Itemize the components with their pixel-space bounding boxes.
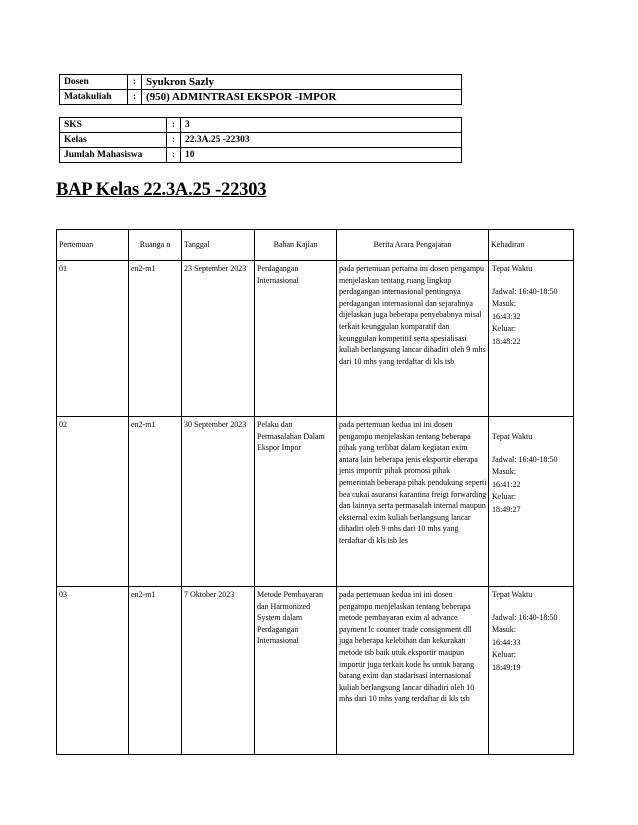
cell-tanggal: 30 September 2023 — [182, 417, 255, 587]
cell-bahan-kajian: Metode Pembayaran dan Harmonized System dalam Perdagangan Internasional — [255, 587, 337, 755]
colon: : — [167, 118, 181, 133]
status-text: Tepat Waktu — [492, 590, 533, 599]
kelas-row — [60, 133, 462, 148]
table-row — [57, 587, 574, 755]
keluar-time: 18:49:19 — [492, 662, 521, 672]
jadwal-text: Jadwal: 16:40-18:50 — [492, 612, 558, 622]
masuk-time: 16:44:33 — [492, 637, 521, 647]
cell-pertemuan: 03 — [57, 587, 129, 755]
kelas-value: 22.3A.25 -22303 — [181, 133, 462, 148]
sks-row — [60, 118, 462, 133]
bap-table — [56, 229, 574, 755]
cell-kehadiran — [489, 261, 574, 417]
table-header-row — [57, 230, 574, 261]
sks-value: 3 — [181, 118, 462, 133]
header-bahan-kajian: Bahan Kajian — [255, 230, 337, 261]
keluar-label: Keluar: — [492, 324, 516, 333]
colon: : — [128, 75, 142, 90]
cell-ruangan: en2-m1 — [129, 587, 182, 755]
page-title: BAP Kelas 22.3A.25 -22303 — [56, 180, 267, 200]
dosen-label: Dosen — [60, 75, 128, 90]
cell-berita-acara: pada pertemuan kedua ini ini dosen pengampu menjelaskan tentang beberapa pihak yang terlibat dalam kegiatan exim antara lain beberapa jenis eksportir eberapa jenis importir pihak promosi pihak pemerintah beberapa pihak pendukung seperti bea cukai asuransi karantina freigt forwarding dan lainnya serta permasalah internal maupun eksternal exim kuliah berlangsung lancar dihadiri oleh 9 mhs dari 10 mhs yang terdaftar di kls tsb les — [337, 417, 489, 587]
table-row — [57, 261, 574, 417]
dosen-value: Syukron Sazly — [142, 75, 462, 90]
colon: : — [167, 148, 181, 163]
colon: : — [128, 90, 142, 105]
masuk-time: 16:41:22 — [492, 479, 521, 489]
header-berita-acara: Berita Acara Pengajaran — [337, 230, 489, 261]
keluar-label: Keluar: — [492, 650, 516, 659]
cell-pertemuan: 02 — [57, 417, 129, 587]
dosen-row — [60, 75, 462, 90]
cell-tanggal: 23 September 2023 — [182, 261, 255, 417]
cell-pertemuan: 01 — [57, 261, 129, 417]
keluar-time: 18:48:22 — [492, 336, 521, 346]
jumlah-row — [60, 148, 462, 163]
cell-tanggal: 7 Oktober 2023 — [182, 587, 255, 755]
keluar-label: Keluar: — [492, 492, 516, 501]
masuk-label: Masuk: — [492, 625, 516, 634]
cell-ruangan: en2-m1 — [129, 261, 182, 417]
cell-berita-acara: pada pertemuan kedua ini ini dosen pengampu menjelaskan tentang beberapa metode pembayaran exim al advance payment lc counter trade consignment dll juga beberapa kelebihan dan kekurakan metode tsb baik utuk eksportir maupun importir juga terkait kode hs untuk barang barang exim dan stadarisasi internasional kuliah berlangsung lancar dihadiri oleh 10 mhs dari 10 mhs yang terdaftar di kls tsb — [337, 587, 489, 755]
keluar-time: 18:49:27 — [492, 504, 521, 514]
header-ruangan: Ruanga n — [129, 230, 182, 261]
status-text: Tepat Waktu — [492, 264, 533, 273]
cell-kehadiran — [489, 587, 574, 755]
status-text: Tepat Waktu — [492, 432, 533, 441]
masuk-label: Masuk: — [492, 467, 516, 476]
cell-bahan-kajian: Perdagangan Internasional — [255, 261, 337, 417]
sks-label: SKS — [60, 118, 167, 133]
jumlah-value: 10 — [181, 148, 462, 163]
jadwal-text: Jadwal: 16:40-18:50 — [492, 454, 558, 464]
matakuliah-row — [60, 90, 462, 105]
cell-ruangan: en2-m1 — [129, 417, 182, 587]
class-info-table — [59, 117, 462, 163]
kelas-label: Kelas — [60, 133, 167, 148]
masuk-label: Masuk: — [492, 299, 516, 308]
header-tanggal: Tanggal — [182, 230, 255, 261]
header-kehadiran: Kehadiran — [489, 230, 574, 261]
masuk-time: 16:43:32 — [492, 311, 521, 321]
matakuliah-label: Matakuliah — [60, 90, 128, 105]
jadwal-text: Jadwal: 16:40-18:50 — [492, 286, 558, 296]
matakuliah-value: (950) ADMINTRASI EKSPOR -IMPOR — [142, 90, 462, 105]
jumlah-label: Jumlah Mahasiswa — [60, 148, 167, 163]
cell-berita-acara: pada pertemuan pertama ini dosen pengampu menjelaskan tentang ruang lingkup perdagangan internasional pentingnya perdagangan internasional dan sejarahnya dijelaskan juga beberapa penyebabnya misal terkait keunggulan komparatif dan keunggulan kompetitif serta spesialisasi kuliah berlangsung lancar dihadiri oleh 9 mhs dari 10 mhs yang terdaftar di kls tsb — [337, 261, 489, 417]
table-row — [57, 417, 574, 587]
cell-kehadiran — [489, 417, 574, 587]
header-pertemuan: Pertemuan — [57, 230, 129, 261]
colon: : — [167, 133, 181, 148]
lecturer-info-table — [59, 74, 462, 105]
cell-bahan-kajian: Pelaku dan Permasalahan Dalam Ekspor Impor — [255, 417, 337, 587]
